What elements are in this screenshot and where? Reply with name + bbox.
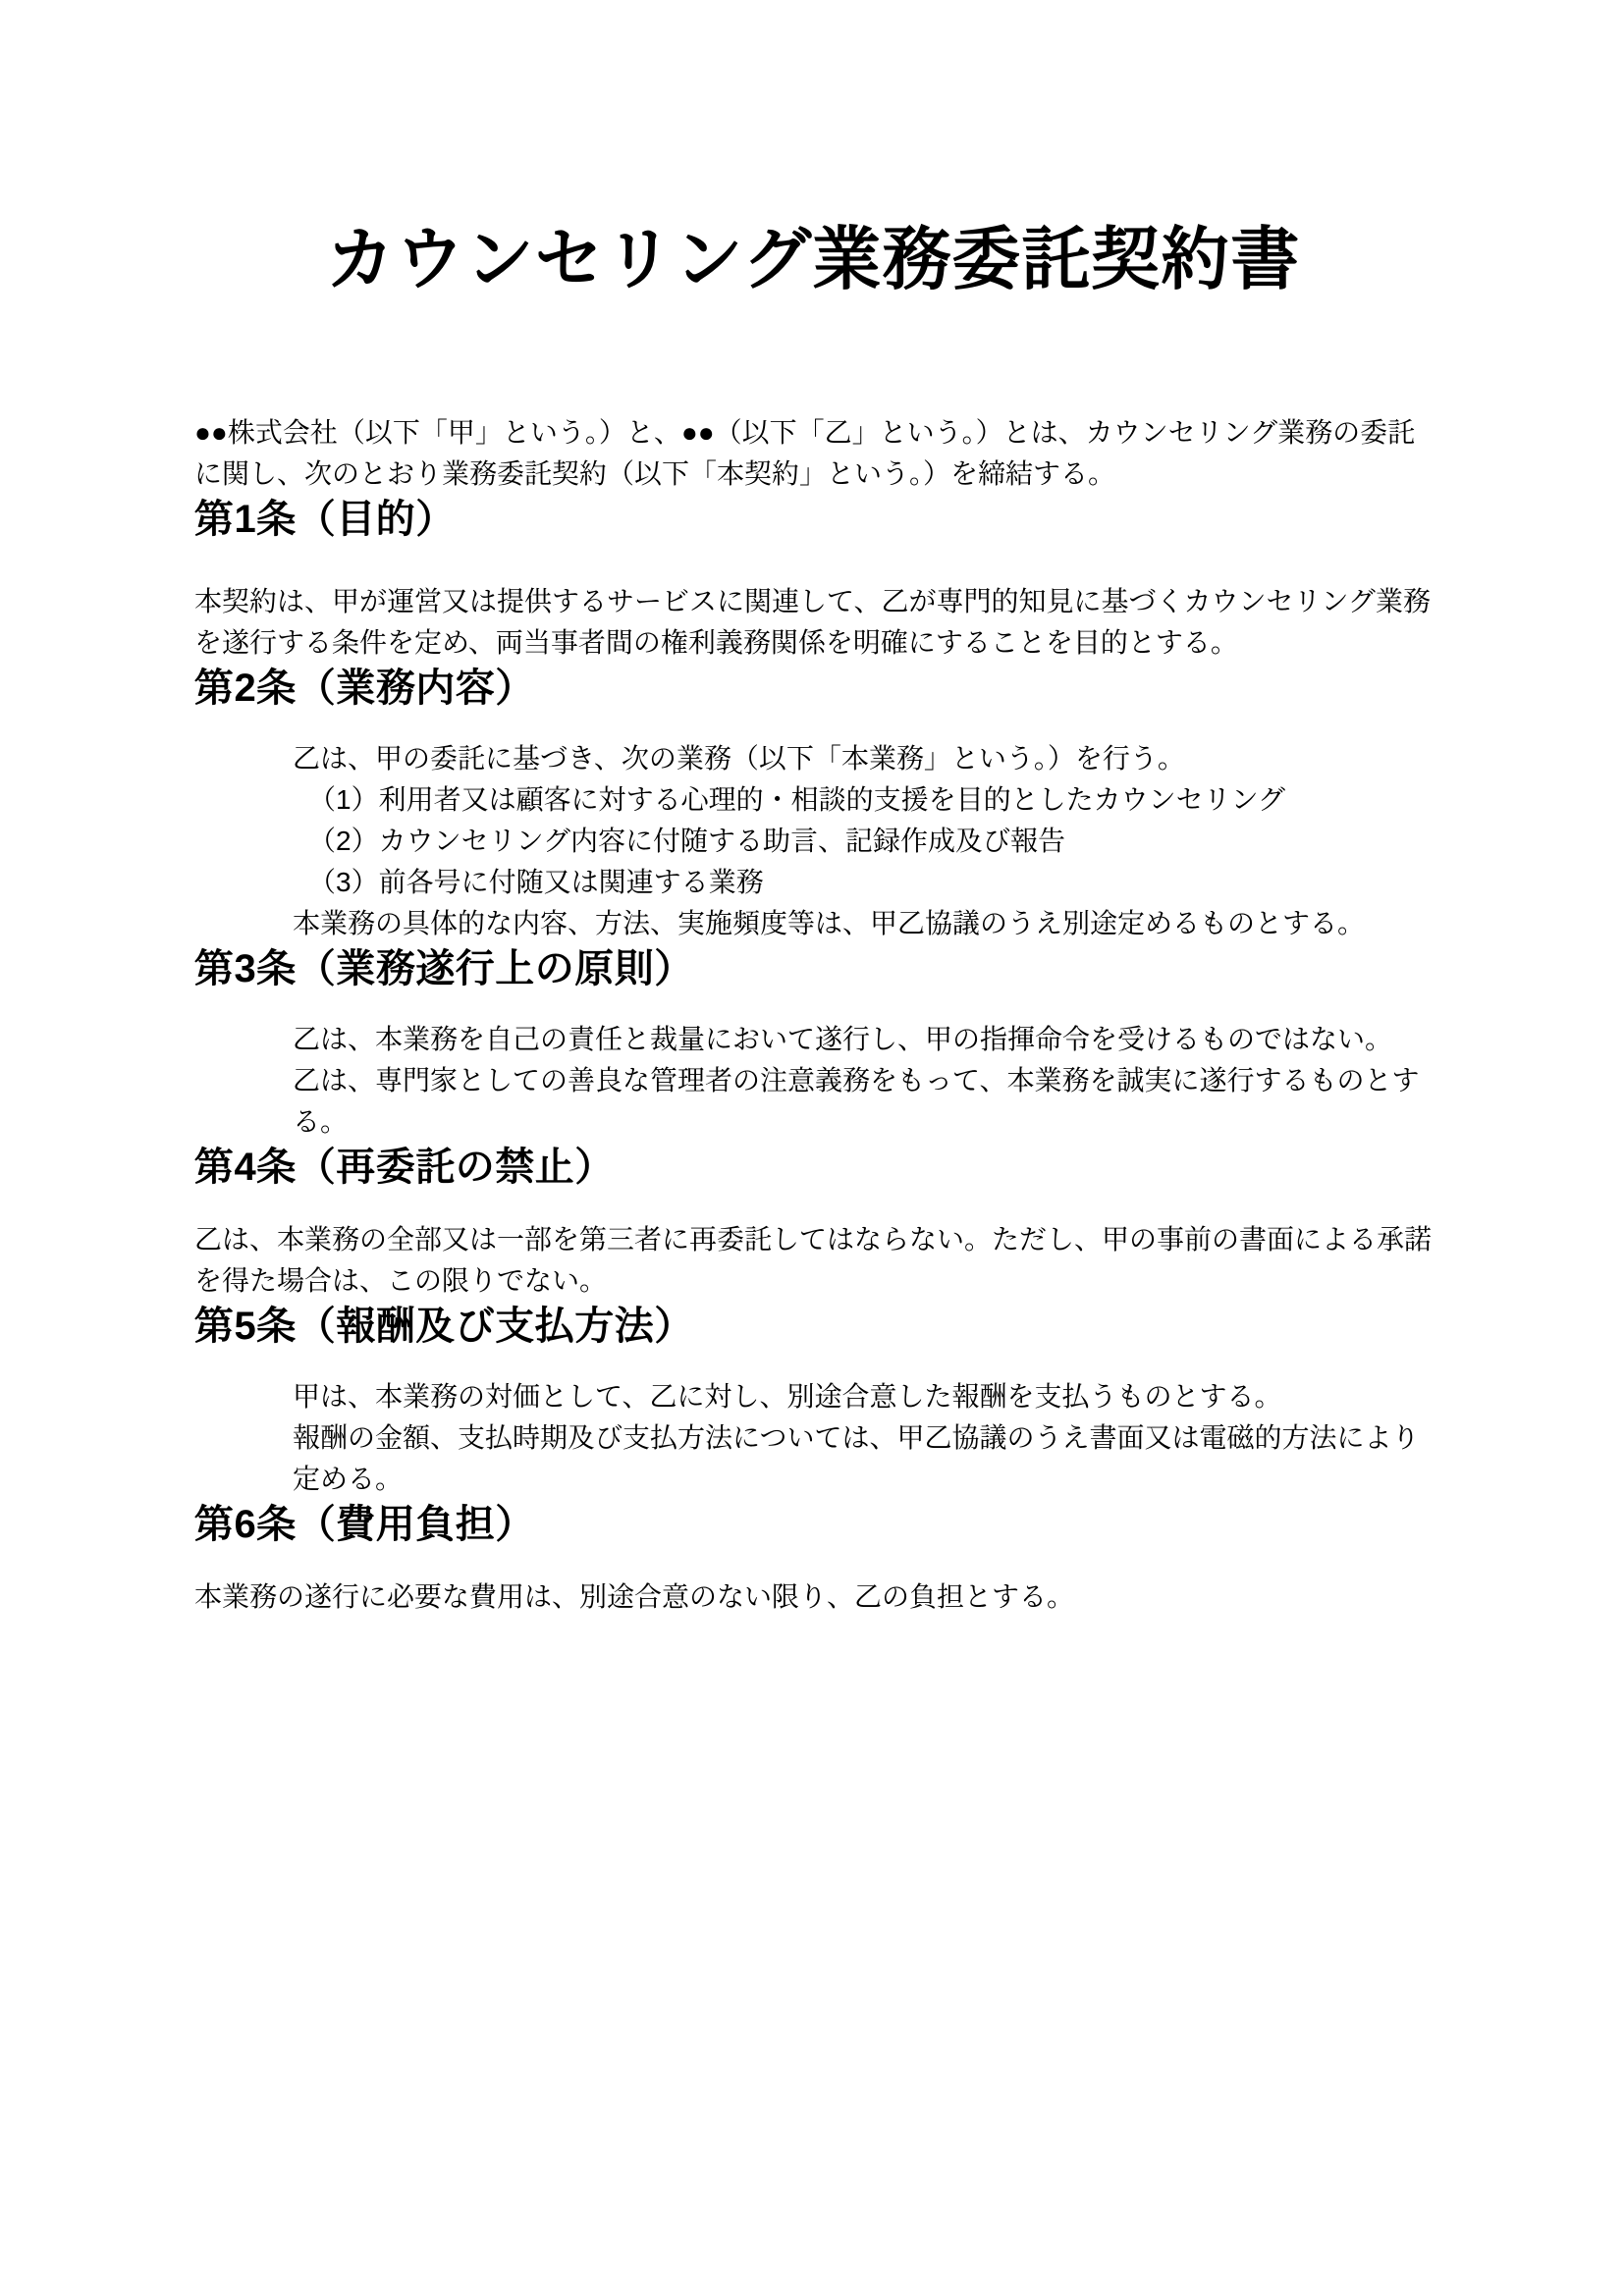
article-5-heading: 第5条（報酬及び支払方法）: [194, 1305, 694, 1348]
article-2: [194, 664, 1432, 944]
article-6-paragraph: 本業務の遂行に必要な費用は、別途合意のない限り、乙の負担とする。: [194, 1581, 1075, 1612]
article-4-heading: 第4条（再委託の禁止）: [194, 1146, 615, 1189]
article-2-list-item-2: （2）カウンセリング内容に付随する助言、記録作成及び報告: [308, 826, 1066, 856]
document-title: カウンセリング業務委託契約書: [325, 221, 1301, 297]
document-content: [194, 0, 1432, 1618]
article-6-heading: 第6条（費用負担）: [194, 1503, 535, 1546]
article-2-heading: 第2条（業務内容）: [194, 667, 535, 710]
article-1-paragraph: 本契約は、甲が運営又は提供するサービスに関連して、乙が専門的知見に基づくカウンセリング業務を遂行する条件を定め、両当事者間の権利義務関係を明確にすることを目的とする。: [194, 586, 1431, 658]
article-3: [194, 944, 1432, 1143]
article-2-list-item-1: （1）利用者又は顧客に対する心理的・相談的支援を目的としたカウンセリング: [308, 784, 1286, 815]
article-4: [194, 1143, 1432, 1302]
article-3-paragraph-2: 乙は、専門家としての善良な管理者の注意義務をもって、本業務を誠実に遂行するものとする。: [293, 1065, 1420, 1137]
article-1-heading: 第1条（目的）: [194, 498, 456, 541]
article-2-list-item-3: （3）前各号に付随又は関連する業務: [308, 867, 764, 897]
article-5-paragraph-2: 報酬の金額、支払時期及び支払方法については、甲乙協議のうえ書面又は電磁的方法により定める。: [293, 1422, 1420, 1494]
article-1: [194, 495, 1432, 664]
article-6: [194, 1500, 1432, 1618]
article-4-paragraph: 乙は、本業務の全部又は一部を第三者に再委託してはならない。ただし、甲の事前の書面による承諾を得た場合は、この限りでない。: [194, 1224, 1433, 1296]
article-3-paragraph-1: 乙は、本業務を自己の責任と裁量において遂行し、甲の指揮命令を受けるものではない。: [293, 1024, 1393, 1054]
article-5: [194, 1302, 1432, 1500]
article-3-heading: 第3条（業務遂行上の原則）: [194, 947, 694, 990]
article-5-paragraph-1: 甲は、本業務の対価として、乙に対し、別途合意した報酬を支払うものとする。: [293, 1381, 1282, 1412]
article-2-paragraph: 乙は、甲の委託に基づき、次の業務（以下「本業務」という。）を行う。: [293, 743, 1185, 774]
article-2-closing-paragraph: 本業務の具体的な内容、方法、実施頻度等は、甲乙協議のうえ別途定めるものとする。: [293, 908, 1366, 938]
preamble-paragraph: ●●株式会社（以下「甲」という。）と、●●（以下「乙」という。）とは、カウンセリング業務の委託に関し、次のとおり業務委託契約（以下「本契約」という。）を締結する。: [194, 417, 1416, 489]
